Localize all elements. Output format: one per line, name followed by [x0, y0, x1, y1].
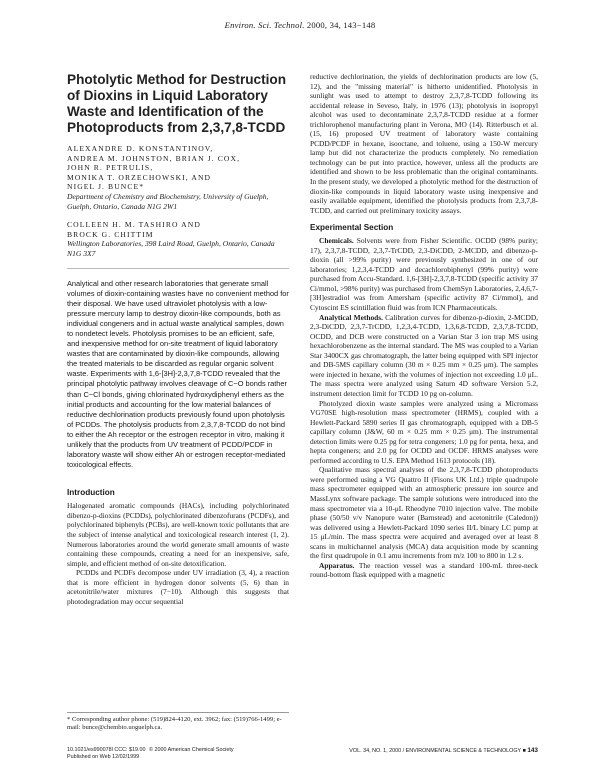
left-column — [67, 72, 289, 606]
journal-name: Environ. Sci. Technol. — [224, 20, 305, 30]
apparatus-text: The reaction vessel was a standard 100-mL three-neck round-bottom flask equipped with a magnetic — [310, 560, 538, 580]
page-number: 143 — [527, 747, 538, 754]
analytical-methods-runin-heading: Analytical Methods. — [319, 312, 383, 322]
intro-paragraph-2: PCDDs and PCDFs decompose under UV irradiation (3, 4), a reaction that is more efficient in hydrogen donor solvents (5, 6) than in acetonitrile/water mixtures (7−10). Although this suggests that photodegradation may occur sequential — [67, 568, 289, 606]
analytical-methods-paragraph — [310, 313, 538, 399]
abstract: Analytical and other research laboratories that generate small volumes of dioxin-containing wastes have no convenient method for their disposal. We have used ultraviolet photolysis with a low-pressure mercury lamp to destroy dioxin-like compounds, both as individual congeners and in actual waste analytical samples, down to nondetect levels. Photolysis promises to be an efficient, safe, and inexpensive method for on-site treatment of liquid laboratory wastes that are contaminated by dioxin-like compounds, allowing the treated materials to be discarded as regular organic solvent waste. Experiments with 1,6-[3H]-2,3,7,8-TCDD revealed that the principal photolytic pathway involves cleavage of C−O bonds rather than C−Cl bonds, giving chlorinated hydroxydiphenyl ethers as the initial products and accounting for the low material balances of reductive dechlorination products previously found upon photolysis of PCDDs. The photolysis products from 2,3,7,8-TCDD do not bind to either the Ah receptor or the estrogen receptor in vitro, making it unlikely that the products from UV treatment of PCDD/PCDF in laboratory waste will show either Ah or estrogen receptor-mediated toxicological effects. — [67, 268, 289, 471]
apparatus-runin-heading: Apparatus. — [319, 560, 355, 570]
issue-info: VOL. 34, NO. 1, 2000 / ENVIRONMENTAL SCIENCE & TECHNOLOGY — [349, 748, 522, 754]
section-heading-introduction: Introduction — [67, 488, 115, 498]
hrms-paragraph: Photolyzed dioxin waste samples were analyzed using a Micromass VG70SE high-resolution mass spectrometer (HRMS), coupled with a Hewlett-Packard 5890 series II gas chromatograph, equipped with a DB-5 capillary column (J&W, 60 m × 0.25 mm × 0.25 μm). The instrumental detection limits were 0.25 pg for tetra congeners; 1.0 pg for penta, hexa, and hepta congeners; and 2.0 pg for OCDD and OCDF. HRMS analyses were performed according to U.S. EPA Method 1613 protocols (18). — [310, 398, 538, 465]
author-list-2 — [67, 220, 289, 239]
affiliation-1: Department of Chemistry and Biochemistry, University of Guelph, Guelph, Ontario, Canada N1G 2W1 — [67, 191, 269, 211]
copyright-notice: © 2000 American Chemical Society — [149, 747, 234, 753]
chemicals-paragraph — [310, 236, 538, 312]
analytical-methods-text: Calibration curves for dibenzo-p-dioxin, 2-MCDD, 2,3-DiCDD, 2,3,7-TrCDD, 1,2,3,4-TCDD, 1,3,6,8-TCDD, 2,3,7,8-TCDD, OCDD, and DCB were constructed on a Varian Star 3 ion trap MS using hexachlorobenzene as the internal standard. The MS was coupled to a Varian Star 3400CX gas chromatograph, the latter being equipped with SPI injector and DB-5MS capillary column (30 m × 0.25 mm × 0.25 μm). The samples were injected in hexane, with the volumes of injection not exceeding 1.0 μL. The mass spectra were analyzed using Saturn 4D software Version 5.2, instrument detection limit for TCDD 10 pg on-column. — [310, 312, 539, 398]
chemicals-runin-heading: Chemicals. — [319, 236, 354, 246]
author-line: MONIKA T. ORZECHOWSKI, AND — [67, 172, 212, 182]
author-line: ALEXANDRE D. KONSTANTINOV, — [67, 144, 214, 153]
intro-paragraph-1: Halogenated aromatic compounds (HACs), including polychlorinated dibenzo-p-dioxins (PCDDs), polychlorinated dibenzofurans (PCDFs), and polychlorinated biphenyls (PCBs), are well-known toxic pollutants that are the subject of intense analytical and toxicological research interest (1, 2). Numerous laboratories around the world generate small amounts of waste containing these compounds, creating a need for an inexpensive, safe, simple, and efficient method of on-site detoxification. — [67, 501, 289, 568]
affiliation-2: Wellington Laboratories, 398 Laird Road, Guelph, Ontario, Canada N1G 3X7 — [67, 239, 275, 258]
apparatus-paragraph — [310, 561, 538, 580]
author-line: BROCK G. CHITTIM — [67, 229, 154, 239]
author-line: COLLEEN H. M. TASHIRO AND — [67, 220, 201, 230]
section-heading-experimental: Experimental Section — [310, 223, 394, 233]
right-column — [310, 72, 538, 580]
doi-line: 10.1021/es990078l CCC: $19.00 — [67, 747, 146, 753]
author-line: ANDREA M. JOHNSTON, BRIAN J. COX, — [67, 153, 241, 163]
author-line: NIGEL J. BUNCE* — [67, 182, 145, 192]
article-title: Photolytic Method for Destruction of Dioxins in Liquid Laboratory Waste and Identification of the Photoproducts from 2,3,7,8-TCDD — [67, 72, 287, 135]
corresponding-author-footnote: * Corresponding author phone: (519)824-4120, ext. 3962; fax: (519)766-1499; e-mail: bunce@chembio.uoguelph.ca. — [67, 712, 289, 732]
journal-citation: 2000, 34, 143−148 — [306, 20, 376, 30]
author-line: JOHN R. PETRULIS, — [67, 163, 154, 173]
chemicals-text: Solvents were from Fisher Scientific. OCDD (98% purity; 17), 2,3,7,8-TCDD, 2,3,7-TrCDD, 2,3-DiCDD, 2-MCDD, and dibenzo-p-dioxin (all >99% purity) were previously synthesized in one of our laboratories; 1,2,3,4-TCDD and decachlorobiphenyl (99% purity) were purchased from Accu-Standard. 1,6-[3H]-2,3,7,8-TCDD (specific activity 37 Ci/mmol, >98% purity) was purchased from ChemSyn Laboratories, 2,4,6,7-[3H]estradiol was from Amersham (specific activity 87 Ci/mmol), and Cytoscint ES scintillation fluid was from ICN Pharmaceuticals. — [310, 236, 538, 313]
intro-continued-paragraph: reductive dechlorination, the yields of dechlorination products are low (5, 12), and the "missing material" is hitherto unidentified. Photolysis in sunlight was used to attempt to destroy 2,3,7,8-TCDD following its accidental release in Seveso, Italy, in 1976 (13); photolysis in isopropyl alcohol was used to decontaminate 2,3,7,8-TCDD residue at a former trichlorophenol manufacturing plant in Verona, MO (14). Ritterbusch et al. (15, 16) proposed UV treatment of laboratory waste containing PCDD/PCDF in hexane, isooctane, and toluene, using a 150-W mercury lamp but did not characterize the products completely. No remediation technology can be put into practice, however, unless all the products are identified and shown to be less problematic than the original contaminants. In the present study, we developed a photolytic method for the destruction of dioxin-like compounds in liquid laboratory waste using inexpensive and easily available equipment, identified the photolysis products from 2,3,7,8-TCDD, and carried out preliminary toxicity assays. — [310, 72, 538, 215]
issue-and-page: VOL. 34, NO. 1, 2000 / ENVIRONMENTAL SCIENCE & TECHNOLOGY ■ 143 — [349, 747, 538, 754]
author-list-1 — [67, 144, 289, 192]
published-date: Published on Web 12/02/1999 — [67, 754, 140, 760]
quattro-paragraph: Qualitative mass spectral analyses of the 2,3,7,8-TCDD photoproducts were performed using a VG Quattro II (Fisons UK Ltd.) triple quadrupole mass spectrometer equipped with an atmospheric pressure ion source and MassLynx software package. The sample solutions were introduced into the mass spectrometer via a 10-μL Rheodyne 7010 injection valve. The mobile phase (50/50 v/v Nanopure water (Barnstead) and acetonitrile (Caledon)) was delivered using a Hewlett-Packard 1090 series II/L binary LC pump at 15 μL/min. The mass spectra were acquired and averaged over at least 8 scans in multichannel analysis (MCA) data acquisition mode by scanning the first quadrupole in 0.1 amu increments from m/z 100 to 800 in 1.2 s. — [310, 465, 538, 561]
running-header — [0, 20, 600, 30]
